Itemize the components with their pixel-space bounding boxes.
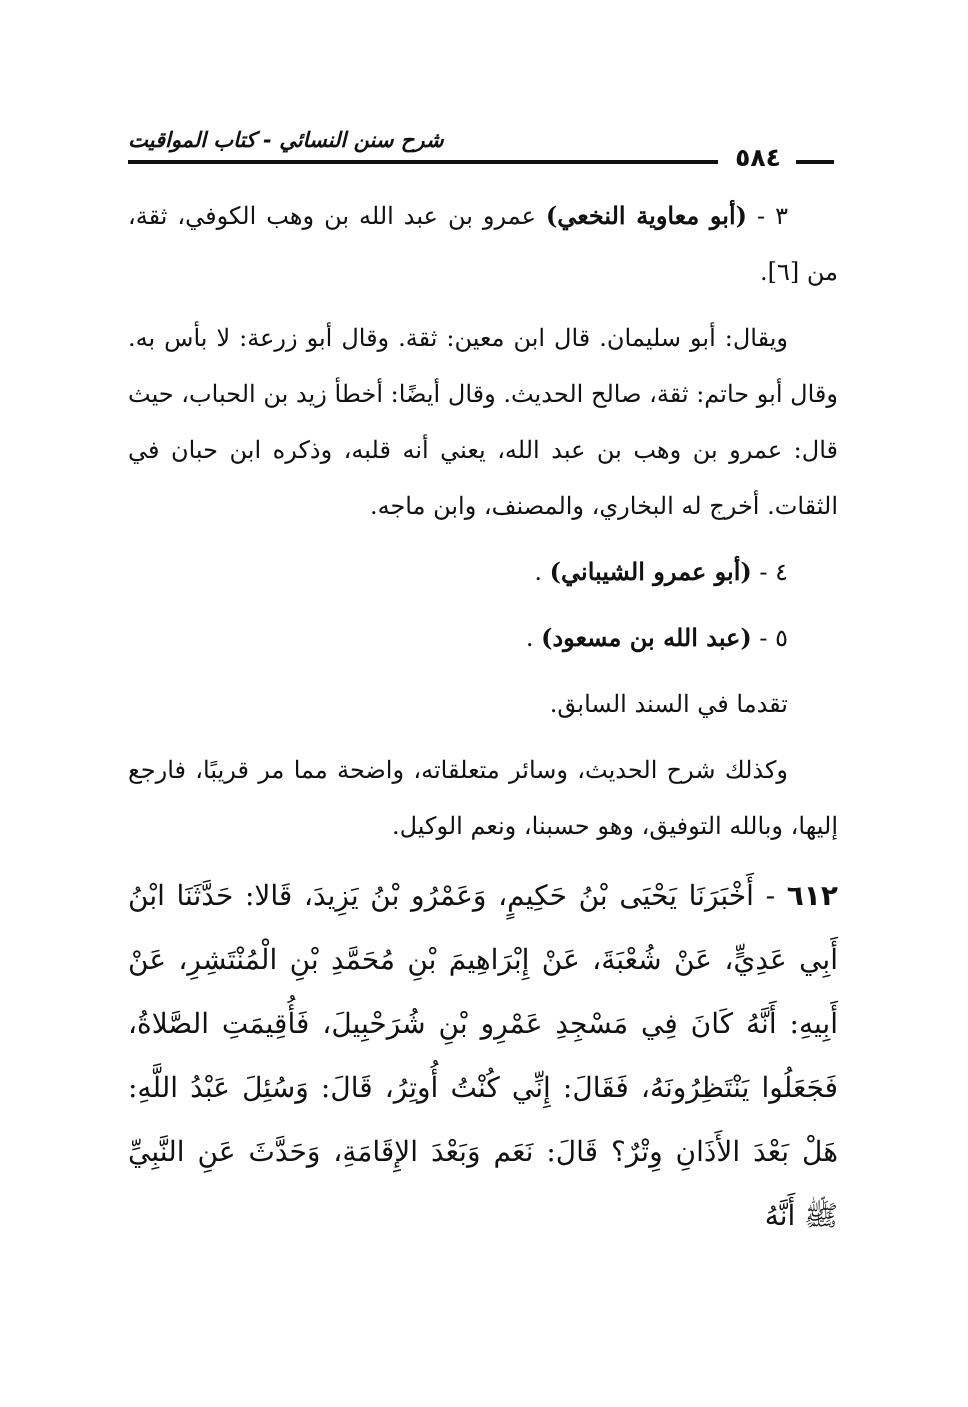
- narrator-entry-4: [128, 544, 838, 600]
- page-body: [128, 188, 838, 1248]
- entry-number: ٤ -: [751, 558, 788, 586]
- narrator-description: عمرو بن عبد الله بن وهب الكوفي، ثقة، من [٦].: [128, 202, 838, 286]
- entry-end: .: [525, 624, 542, 652]
- page-number: ٥٨٤: [735, 143, 781, 172]
- narrator-name: (أبو عمرو الشيباني): [549, 557, 752, 586]
- narrator-entry-3: [128, 188, 838, 300]
- narrator-name: (أبو معاوية النخعي): [545, 201, 747, 230]
- header-dash: [796, 160, 834, 164]
- hadith-text: أَخْبَرَنَا يَحْيَى بْنُ حَكِيمٍ، وَعَمْرُو بْنُ يَزِيدَ، قَالا: حَدَّثَنَا ابْنُ أَبِي عَدِيٍّ، عَنْ شُعْبَةَ، عَنْ إِبْرَاهِيمَ بْنِ مُحَمَّدِ بْنِ الْمُنْتَشِرِ، عَنْ أَبِيهِ: أَنَّهُ كَانَ فِي مَسْجِدِ عَمْرِو بْنِ شُرَحْبِيلَ، فَأُقِيمَتِ الصَّلاةُ، فَجَعَلُوا يَنْتَظِرُونَهُ، فَقَالَ: إِنِّي كُنْتُ أُوتِرُ، قَالَ: وَسُئِلَ عَبْدُ اللَّهِ: هَلْ بَعْدَ الأَذَانِ وِتْرٌ؟ قَالَ: نَعَم وَبَعْدَ الإِقَامَةِ، وَحَدَّثَ عَنِ النَّبِيِّ ﷺ أَنَّهُ: [128, 879, 838, 1232]
- entry-end: .: [534, 558, 550, 586]
- narrator-entry-3-detail: ويقال: أبو سليمان. قال ابن معين: ثقة. وقال أبو زرعة: لا بأس به. وقال أبو حاتم: ثقة، صالح الحديث. وقال أيضًا: أخطأ زيد بن الحباب، حيث قال: عمرو بن وهب بن عبد الله، يعني أنه قلبه، وذكره ابن حبان في الثقات. أخرج له البخاري، والمصنف، وابن ماجه.: [128, 324, 838, 520]
- hadith-dash: -: [753, 879, 787, 912]
- entry-number: ٣ -: [747, 202, 788, 230]
- running-header-title: شرح سنن النسائي - كتاب المواقيت: [128, 128, 444, 152]
- hadith-612: [128, 864, 838, 1248]
- entry-number: ٥ -: [751, 624, 788, 652]
- preceded-note: تقدما في السند السابق.: [549, 690, 788, 718]
- closing-paragraph: وكذلك شرح الحديث، وسائر متعلقاته، واضحة مما مر قريبًا، فارجع إليها، وبالله التوفيق، وهو حسبنا، ونعم الوكيل.: [128, 756, 838, 840]
- narrator-entry-5: [128, 610, 838, 666]
- header-rule: [128, 160, 718, 164]
- narrator-name: (عبد الله بن مسعود): [541, 623, 752, 652]
- hadith-number: ٦١٢: [786, 879, 838, 912]
